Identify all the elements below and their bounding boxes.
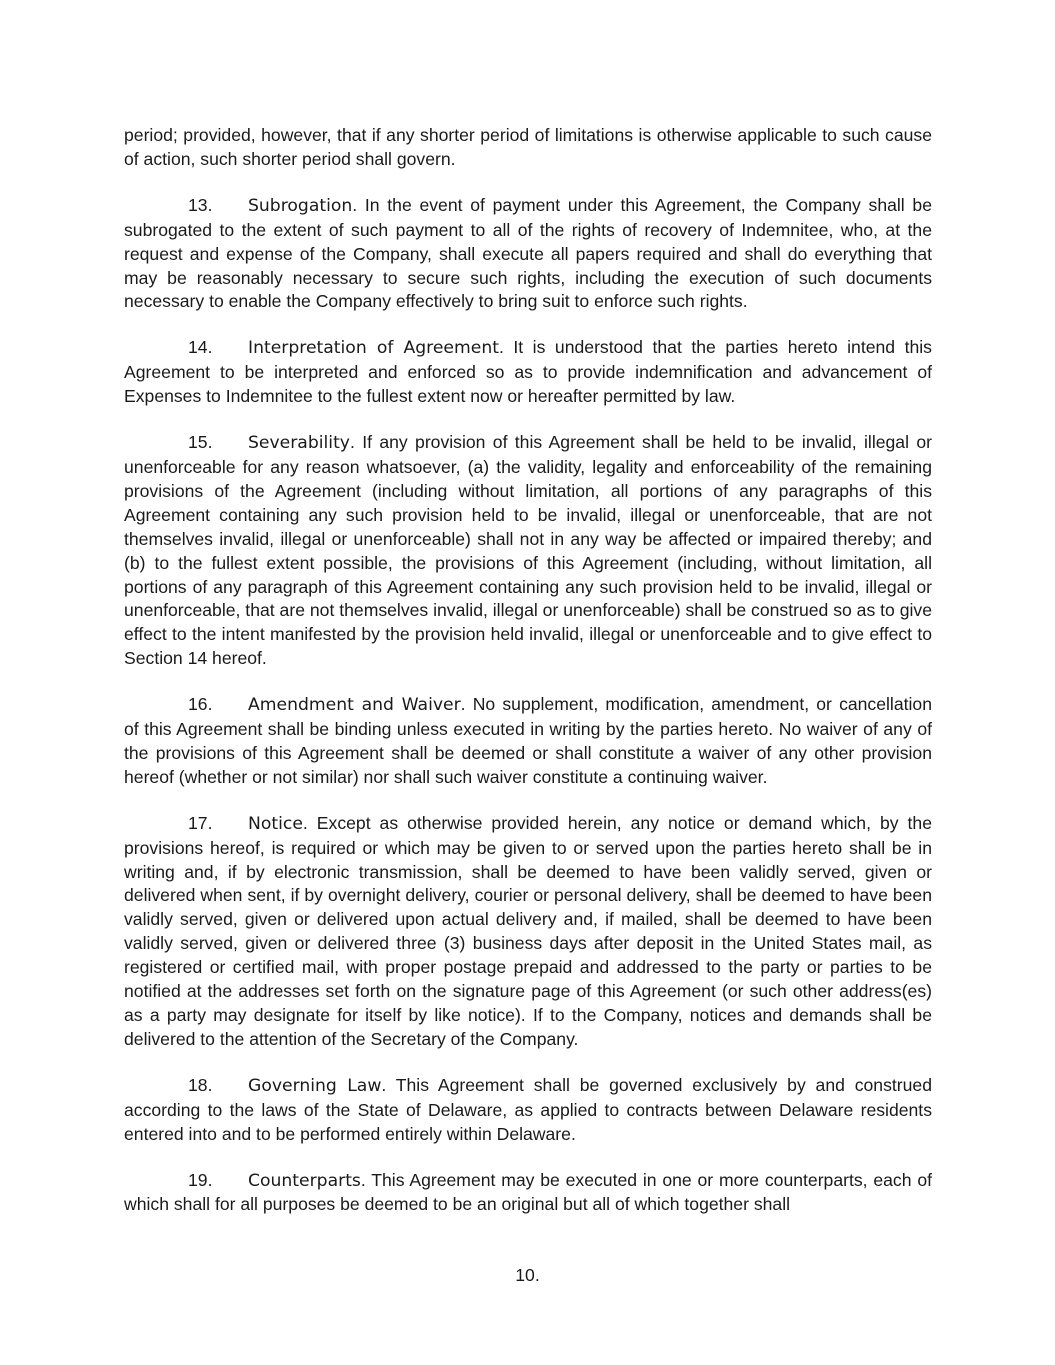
section-14-interpretation — [124, 336, 932, 409]
section-text: . This Agreement shall be governed exclusively by and construed according to the laws of the State of Delaware, as applied to contracts between Delaware residents entered into and to be performed entirely within Delaware. — [124, 1074, 932, 1144]
section-number: 14. — [188, 337, 213, 358]
section-text: . If any provision of this Agreement shall be held to be invalid, illegal or unenforceable for any reason whatsoever, (a) the validity, legality and enforceability of the remaining provisions of the Agreement (including without limitation, all portions of any paragraphs of this Agreement containing any such provision held to be invalid, illegal or unenforceable, that are not themselves invalid, illegal or unenforceable) shall not in any way be affected or impaired thereby; and (b) to the fullest extent possible, the provisions of this Agreement (including, without limitation, all portions of any paragraph of this Agreement containing any such provision held to be invalid, illegal or unenforceable, that are not themselves invalid, illegal or unenforceable) shall be construed so as to give effect to the intent manifested by the provision held invalid, illegal or unenforceable and to give effect to Section 14 hereof. — [124, 432, 932, 669]
section-heading: Subrogation — [248, 195, 353, 216]
section-heading: Notice — [248, 813, 303, 834]
section-text: . In the event of payment under this Agreement, the Company shall be subrogated to the extent of such payment to all of the rights of recovery of Indemnitee, who, at the request and expense of the Company, shall execute all papers required and shall do everything that may be reasonably necessary to secure such rights, including the execution of such documents necessary to enable the Company effectively to bring suit to enforce such rights. — [124, 194, 932, 312]
section-number: 18. — [188, 1074, 213, 1095]
section-heading: Interpretation of Agreement — [248, 338, 499, 359]
section-text: . No supplement, modification, amendment, or cancellation of this Agreement shall be binding unless executed in writing by the parties hereto. No waiver of any of the provisions of this Agreement shall be deemed or shall constitute a waiver of any other provision hereof (whether or not similar) nor shall such waiver constitute a continuing waiver. — [124, 694, 932, 787]
section-17-notice — [124, 812, 932, 1052]
page-number: 10. — [515, 1265, 540, 1285]
section-13-subrogation — [124, 194, 932, 315]
section-heading: Governing Law — [248, 1075, 382, 1096]
section-18-governing-law — [124, 1074, 932, 1147]
section-number: 19. — [188, 1169, 213, 1190]
section-text: . Except as otherwise provided herein, any notice or demand which, by the provisions hereof, is required or which may be given to or served upon the parties hereto shall be in writing and, if by electronic transmission, shall be deemed to have been validly served, given or delivered when sent, if by overnight delivery, courier or personal delivery, shall be deemed to have been validly served, given or delivered upon actual delivery and, if mailed, shall be deemed to have been validly served, given or delivered three (3) business days after deposit in the United States mail, as registered or certified mail, with proper postage prepaid and addressed to the party or parties to be notified at the addresses set forth on the signature page of this Agreement (or such other address(es) as a party may designate for itself by like notice). If to the Company, notices and demands shall be delivered to the attention of the Secretary of the Company. — [124, 812, 932, 1049]
section-text: . This Agreement may be executed in one or more counterparts, each of which shall for all purposes be deemed to be an original but all of which together shall — [124, 1169, 932, 1215]
section-number: 17. — [188, 812, 213, 833]
section-19-counterparts — [124, 1169, 932, 1218]
section-15-severability — [124, 431, 932, 671]
section-number: 15. — [188, 432, 213, 453]
continued-paragraph: period; provided, however, that if any shorter period of limitations is otherwise applicable to such cause of action, such shorter period shall govern. — [124, 125, 932, 169]
document-body — [124, 124, 932, 1239]
section-heading: Severability — [248, 433, 350, 454]
section-number: 13. — [188, 194, 213, 215]
section-number: 16. — [188, 694, 213, 715]
section-heading: Amendment and Waiver — [248, 695, 461, 716]
section-16-amendment-waiver — [124, 693, 932, 790]
section-text: . It is understood that the parties hereto intend this Agreement to be interpreted and enforced so as to provide indemnification and advancement of Expenses to Indemnitee to the fullest extent now or hereafter permitted by law. — [124, 337, 932, 407]
section-heading: Counterparts — [248, 1170, 361, 1191]
